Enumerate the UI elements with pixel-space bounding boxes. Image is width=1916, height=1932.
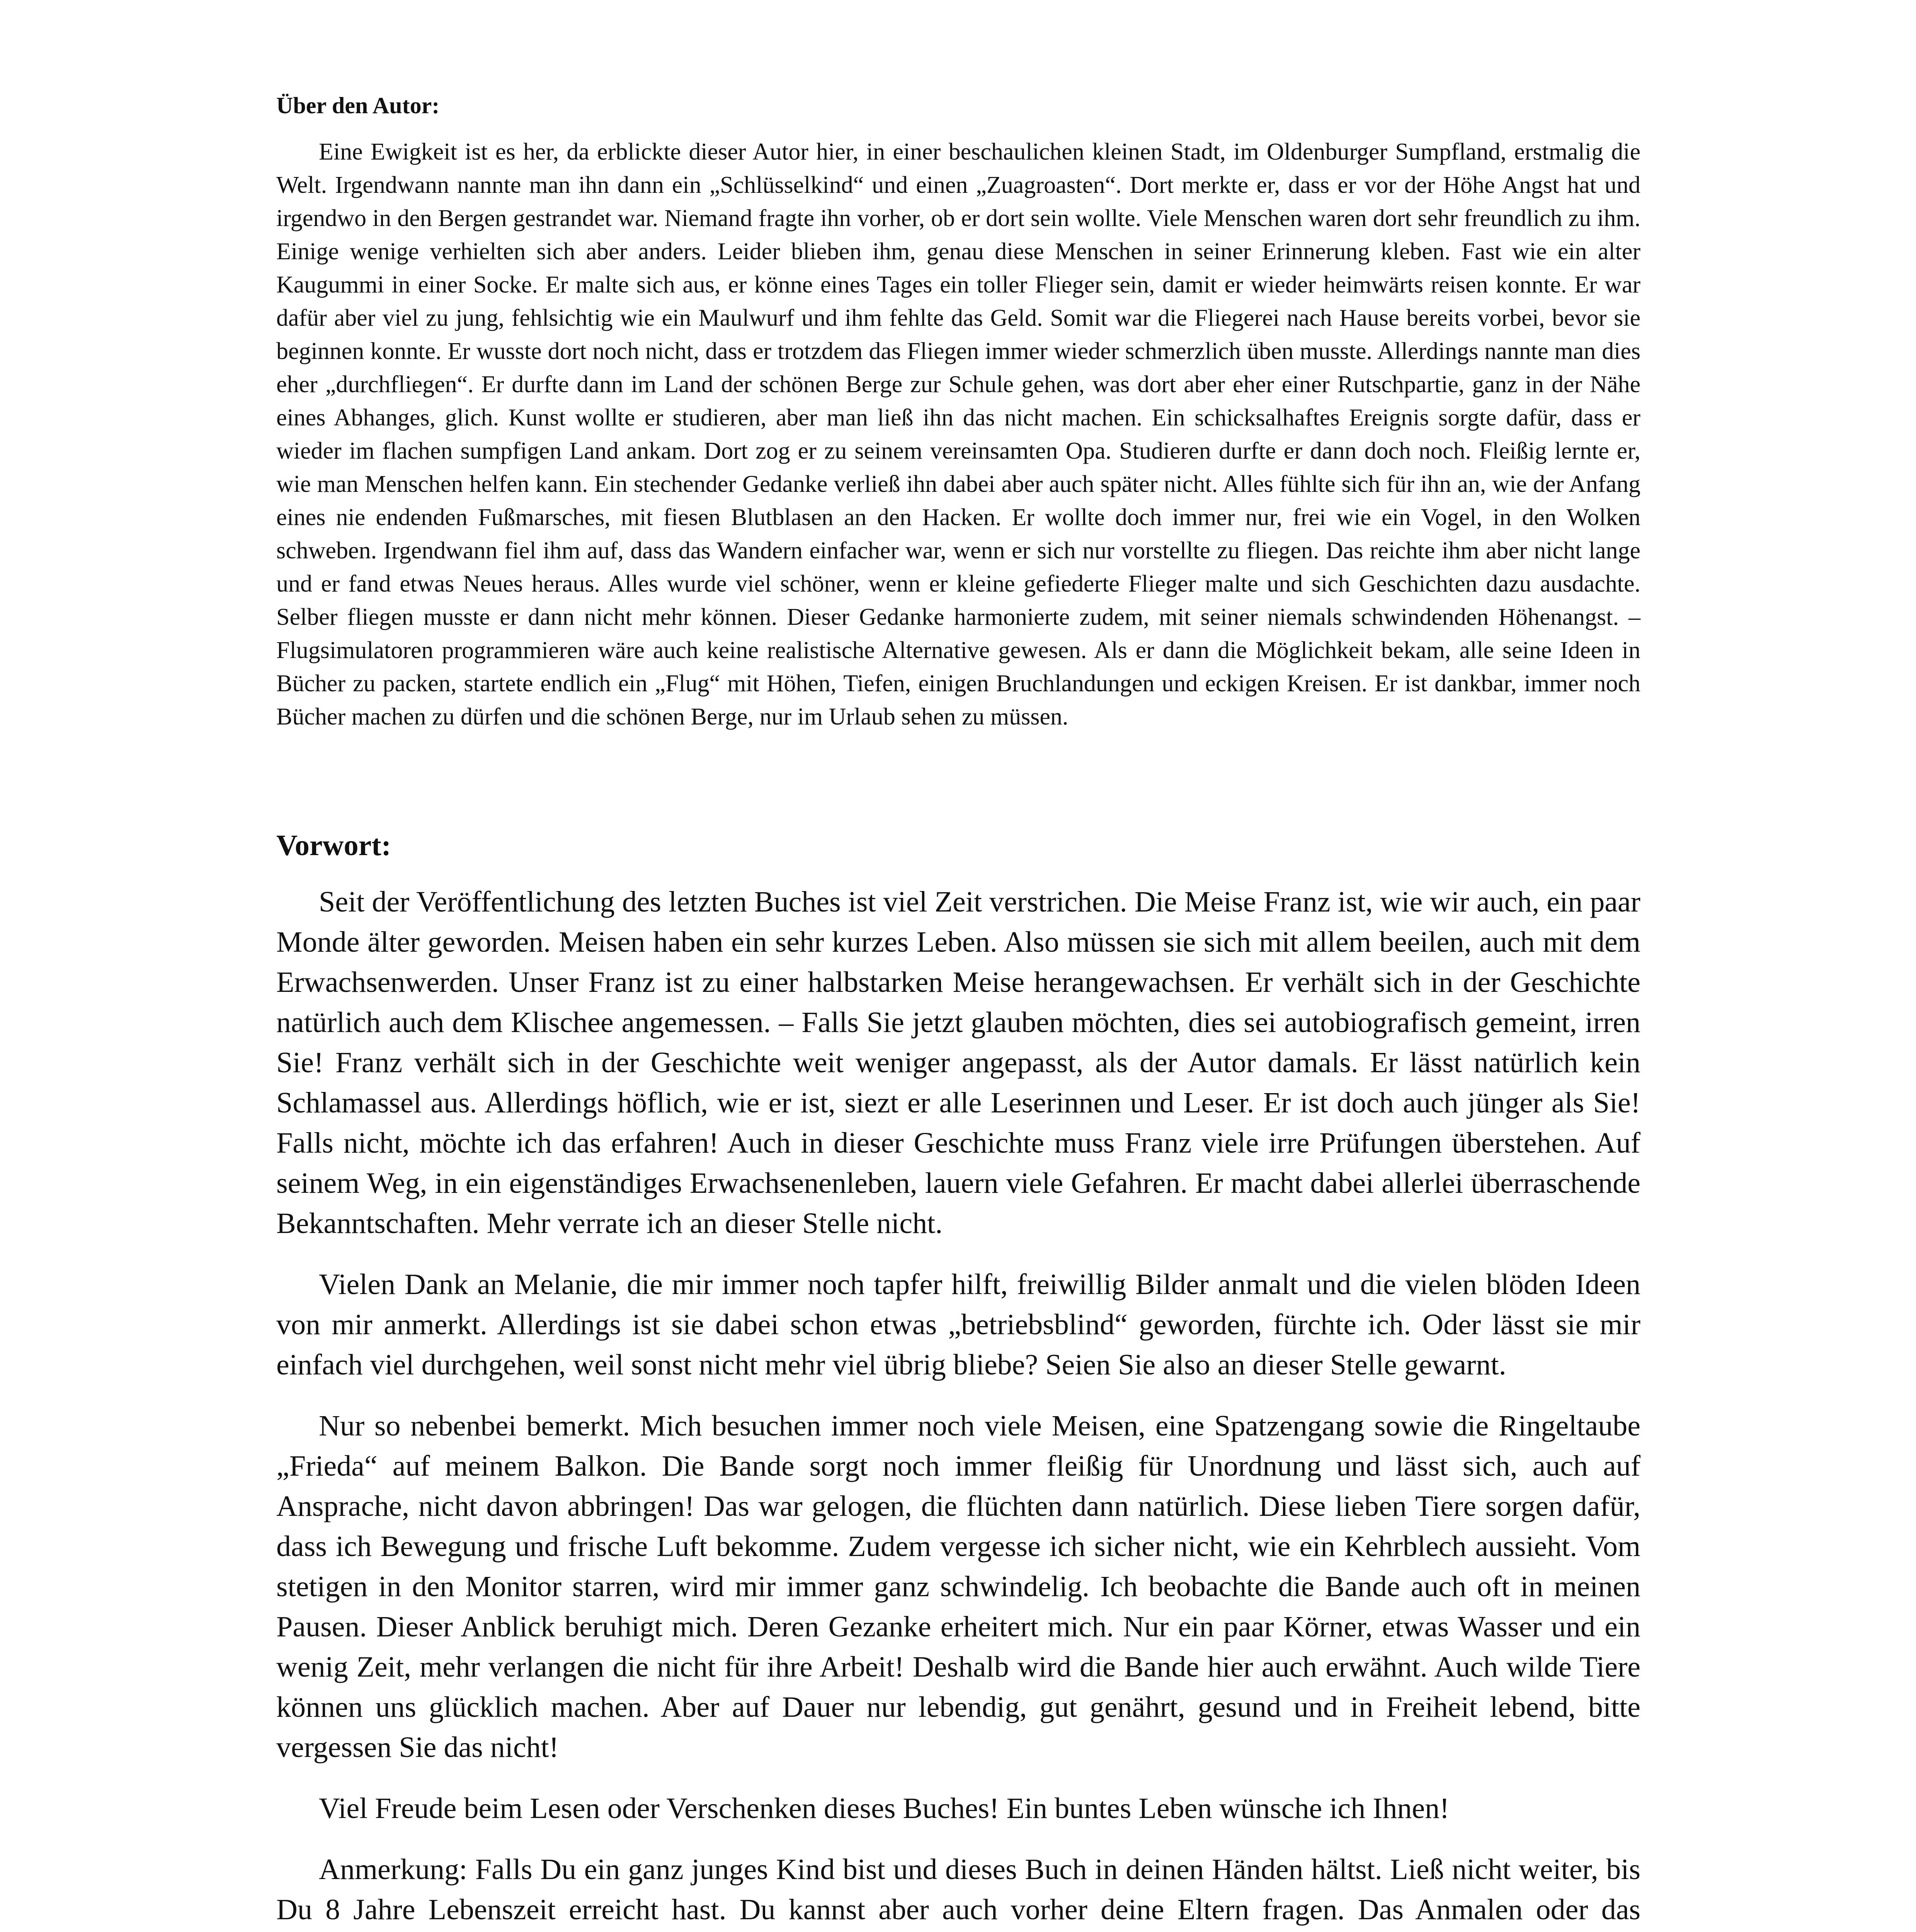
- foreword-heading: Vorwort:: [276, 829, 391, 862]
- book-page: [276, 89, 1640, 1932]
- foreword-paragraph-1: Seit der Veröffentlichung des letzten Buches ist viel Zeit verstrichen. Die Meise Franz ist, wie wir auch, ein paar Monde älter geworden. Meisen haben ein sehr kurzes Leben. Also müssen sie sich mit allem beeilen, auch mit dem Erwachsenwerden. Unser Franz ist zu einer halbstarken Meise herangewachsen. Er verhält sich in der Geschichte natürlich auch dem Klischee angemessen. – Falls Sie jetzt glauben möchten, dies sei autobiografisch gemeint, irren Sie! Franz verhält sich in der Geschichte weit weniger angepasst, als der Autor damals. Er lässt natürlich kein Schlamassel aus. Allerdings höflich, wie er ist, siezt er alle Leserinnen und Leser. Er ist doch auch jünger als Sie! Falls nicht, möchte ich das erfahren! Auch in dieser Geschichte muss Franz viele irre Prüfungen überstehen. Auf seinem Weg, in ein eigenständiges Erwachsenenleben, lauern viele Gefahren. Er macht dabei allerlei überraschende Bekanntschaften. Mehr verrate ich an dieser Stelle nicht.: [276, 886, 1640, 1240]
- about-author-paragraph: Eine Ewigkeit ist es her, da erblickte dieser Autor hier, in einer beschaulichen kleinen Stadt, im Oldenburger Sumpfland, erstmalig die Welt. Irgendwann nannte man ihn dann ein „Schlüsselkind“ und einen „Zuagroasten“. Dort merkte er, dass er vor der Höhe Angst hat und irgendwo in den Bergen gestrandet war. Niemand fragte ihn vorher, ob er dort sein wollte. Viele Menschen waren dort sehr freundlich zu ihm. Einige wenige verhielten sich aber anders. Leider blieben ihm, genau diese Menschen in seiner Erinnerung kleben. Fast wie ein alter Kaugummi in einer Socke. Er malte sich aus, er könne eines Tages ein toller Flieger sein, damit er wieder heimwärts reisen konnte. Er war dafür aber viel zu jung, fehlsichtig wie ein Maulwurf und ihm fehlte das Geld. Somit war die Fliegerei nach Hause bereits vorbei, bevor sie beginnen konnte. Er wusste dort noch nicht, dass er trotzdem das Fliegen immer wieder schmerzlich üben musste. Allerdings nannte man dies eher „durchfliegen“. Er durfte dann im Land der schönen Berge zur Schule gehen, was dort aber eher einer Rutschpartie, ganz in der Nähe eines Abhanges, glich. Kunst wollte er studieren, aber man ließ ihn das nicht machen. Ein schicksalhaftes Ereignis sorgte dafür, dass er wieder im flachen sumpfigen Land ankam. Dort zog er zu seinem vereinsamten Opa. Studieren durfte er dann doch noch. Fleißig lernte er, wie man Menschen helfen kann. Ein stechender Gedanke verließ ihn dabei aber auch später nicht. Alles fühlte sich für ihn an, wie der Anfang eines nie endenden Fußmarsches, mit fiesen Blutblasen an den Hacken. Er wollte doch immer nur, frei wie ein Vogel, in den Wolken schweben. Irgendwann fiel ihm auf, dass das Wandern einfacher war, wenn er sich nur vorstellte zu fliegen. Das reichte ihm aber nicht lange und er fand etwas Neues heraus. Alles wurde viel schöner, wenn er kleine gefiederte Flieger malte und sich Geschichten dazu ausdachte. Selber fliegen musste er dann nicht mehr können. Dieser Gedanke harmonierte zudem, mit seiner niemals schwindenden Höhenangst. – Flugsimulatoren programmieren wäre auch keine realistische Alternative gewesen. Als er dann die Möglichkeit bekam, alle seine Ideen in Bücher zu packen, startete endlich ein „Flug“ mit Höhen, Tiefen, einigen Bruchlandungen und eckigen Kreisen. Er ist dankbar, immer noch Bücher machen zu dürfen und die schönen Berge, nur im Urlaub sehen zu müssen.: [276, 139, 1640, 730]
- about-author-section: [276, 89, 1640, 733]
- foreword-paragraph-4: Viel Freude beim Lesen oder Verschenken dieses Buches! Ein buntes Leben wünsche ich Ihnen!: [319, 1792, 1450, 1825]
- foreword-paragraph-3: Nur so nebenbei bemerkt. Mich besuchen immer noch viele Meisen, eine Spatzengang sowie die Ringeltaube „Frieda“ auf meinem Balkon. Die Bande sorgt noch immer fleißig für Unordnung und lässt sich, auch auf Ansprache, nicht davon abbringen! Das war gelogen, die flüchten dann natürlich. Diese lieben Tiere sorgen dafür, dass ich Bewegung und frische Luft bekomme. Zudem vergesse ich sicher nicht, wie ein Kehrblech aussieht. Vom stetigen in den Monitor starren, wird mir immer ganz schwindelig. Ich beobachte die Bande auch oft in meinen Pausen. Dieser Anblick beruhigt mich. Deren Gezanke erheitert mich. Nur ein paar Körner, etwas Wasser und ein wenig Zeit, mehr verlangen die nicht für ihre Arbeit! Deshalb wird die Bande hier auch erwähnt. Auch wilde Tiere können uns glücklich machen. Aber auf Dauer nur lebendig, gut genährt, gesund und in Freiheit lebend, bitte vergessen Sie das nicht!: [276, 1410, 1640, 1764]
- about-author-heading: Über den Autor:: [276, 93, 440, 118]
- foreword-section: [276, 826, 1640, 1932]
- foreword-paragraph-5: Anmerkung: Falls Du ein ganz junges Kind bist und dieses Buch in deinen Händen hältst. Ließ nicht weiter, bis Du 8 Jahre Lebenszeit erreicht hast. Du kannst aber auch vorher deine Eltern fragen. Das Anmalen oder das: [276, 1853, 1640, 1926]
- foreword-paragraph-2: Vielen Dank an Melanie, die mir immer noch tapfer hilft, freiwillig Bilder anmalt und die vielen blöden Ideen von mir anmerkt. Allerdings ist sie dabei schon etwas „betriebsblind“ geworden, fürchte ich. Oder lässt sie mir einfach viel durchgehen, weil sonst nicht mehr viel übrig bliebe? Seien Sie also an dieser Stelle gewarnt.: [276, 1268, 1640, 1381]
